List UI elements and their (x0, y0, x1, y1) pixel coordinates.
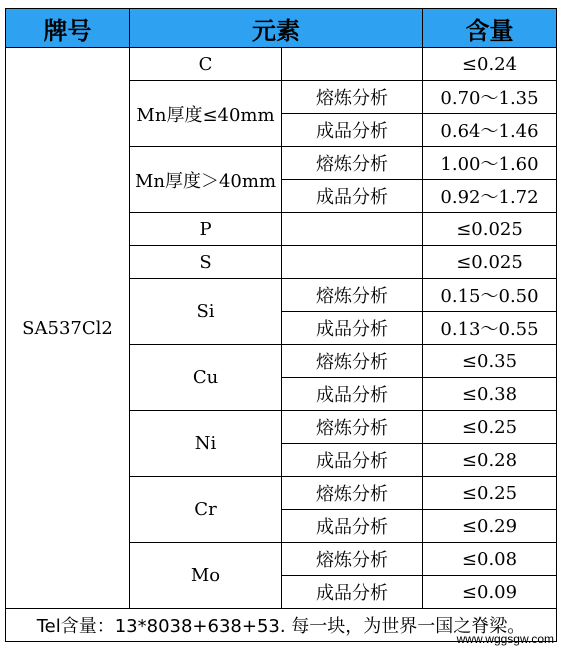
composition-table (5, 8, 557, 642)
value-cell: 0.64～1.46 (423, 114, 557, 147)
value-cell: ≤0.29 (423, 510, 557, 543)
header-content: 含量 (423, 9, 557, 48)
watermark: www.wggsgw.com (456, 632, 554, 646)
element-cell: P (130, 213, 282, 246)
header-grade: 牌号 (6, 9, 130, 48)
value-cell: 0.92～1.72 (423, 180, 557, 213)
element-cell: Mn厚度＞40mm (130, 147, 282, 213)
method-cell: 成品分析 (282, 510, 423, 543)
value-cell: ≤0.09 (423, 576, 557, 609)
method-cell: 成品分析 (282, 576, 423, 609)
method-cell: 成品分析 (282, 114, 423, 147)
value-cell: 0.70～1.35 (423, 81, 557, 114)
method-cell (282, 213, 423, 246)
method-cell: 熔炼分析 (282, 345, 423, 378)
value-cell: 0.15～0.50 (423, 279, 557, 312)
grade-cell: SA537Cl2 (6, 48, 130, 609)
header-element: 元素 (130, 9, 423, 48)
value-cell: ≤0.24 (423, 48, 557, 81)
value-cell: ≤0.08 (423, 543, 557, 576)
method-cell: 熔炼分析 (282, 147, 423, 180)
method-cell: 熔炼分析 (282, 411, 423, 444)
value-cell: ≤0.25 (423, 477, 557, 510)
method-cell (282, 246, 423, 279)
element-cell: Mn厚度≤40mm (130, 81, 282, 147)
value-cell: ≤0.35 (423, 345, 557, 378)
method-cell: 成品分析 (282, 444, 423, 477)
footer-note: Tel含量：13*8038+638+53. 每一块，为世界一国之脊梁。 (6, 609, 557, 642)
element-cell: Cr (130, 477, 282, 543)
table-row (6, 48, 557, 81)
value-cell: ≤0.025 (423, 246, 557, 279)
element-cell: S (130, 246, 282, 279)
element-cell: C (130, 48, 282, 81)
value-cell: ≤0.38 (423, 378, 557, 411)
element-cell: Ni (130, 411, 282, 477)
value-cell: 0.13～0.55 (423, 312, 557, 345)
value-cell: ≤0.025 (423, 213, 557, 246)
element-cell: Mo (130, 543, 282, 609)
method-cell: 成品分析 (282, 180, 423, 213)
method-cell: 成品分析 (282, 312, 423, 345)
method-cell: 熔炼分析 (282, 543, 423, 576)
value-cell: ≤0.28 (423, 444, 557, 477)
value-cell: 1.00～1.60 (423, 147, 557, 180)
method-cell: 熔炼分析 (282, 477, 423, 510)
method-cell: 成品分析 (282, 378, 423, 411)
method-cell: 熔炼分析 (282, 279, 423, 312)
method-cell: 熔炼分析 (282, 81, 423, 114)
element-cell: Si (130, 279, 282, 345)
header-row (6, 9, 557, 48)
value-cell: ≤0.25 (423, 411, 557, 444)
method-cell (282, 48, 423, 81)
element-cell: Cu (130, 345, 282, 411)
